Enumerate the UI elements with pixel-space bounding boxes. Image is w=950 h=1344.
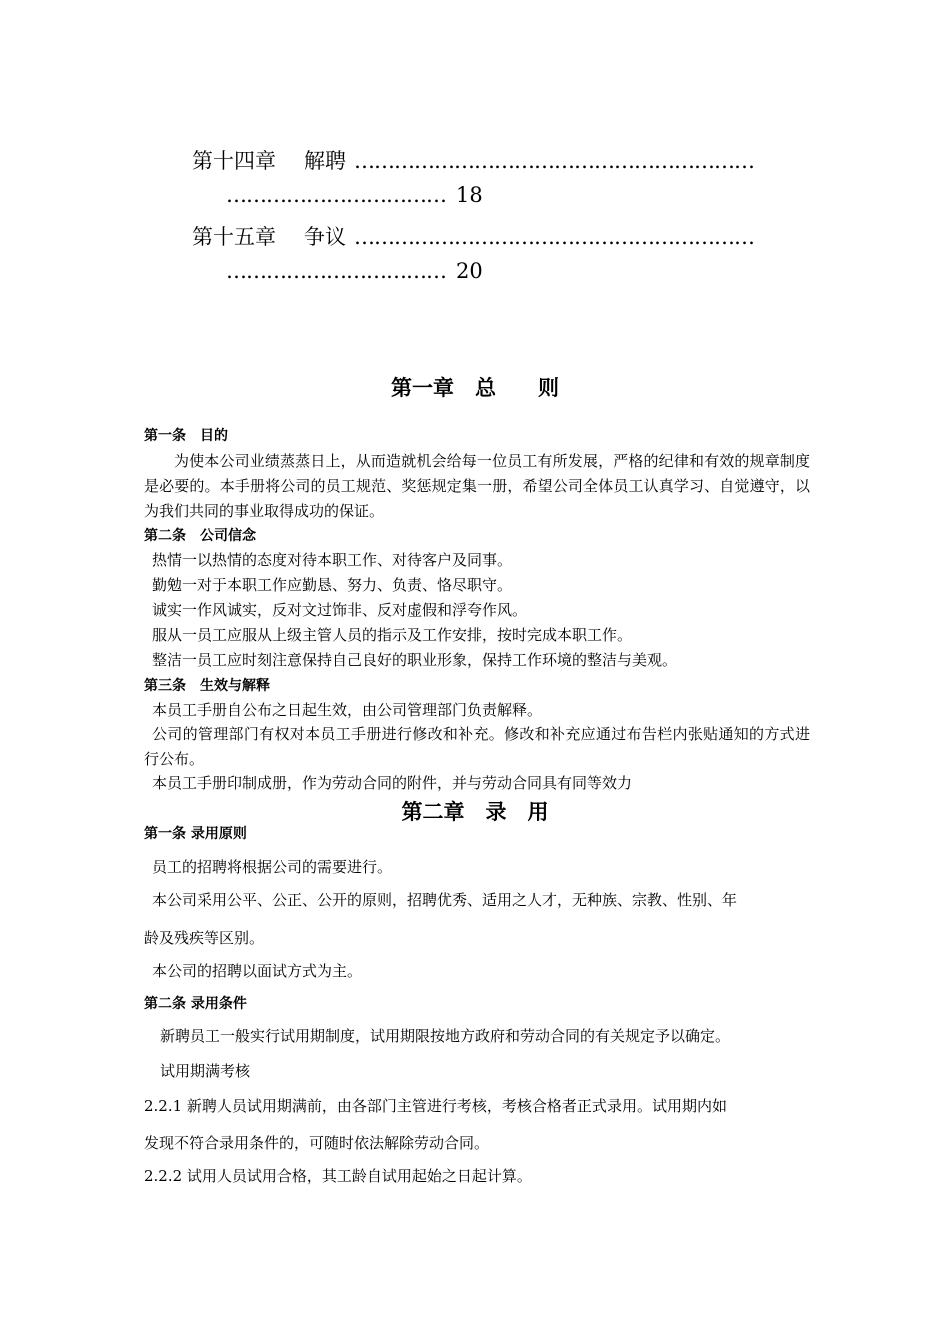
chapter-title: 第一章 总 则 [391,376,559,400]
paragraph: 本员工手册自公布之日起生效，由公司管理部门负责解释。 [152,701,543,719]
list-item: 诚实一作风诚实，反对文过饰非、反对虚假和浮夸作风。 [152,601,528,619]
article-title: 第二条 录用条件 [144,996,247,1012]
paragraph: 发现不符合录用条件的，可随时依法解除劳动合同。 [144,1134,490,1152]
article-title: 第三条 生效与解释 [144,678,270,694]
paragraph: 龄及残疾等区别。 [144,929,265,947]
chapter-title: 第二章 录 用 [401,800,549,824]
toc-chapter: 第十四章 [192,149,276,173]
list-item: 热情一以热情的态度对待本职工作、对待客户及同事。 [152,551,513,569]
article-text: 为使本公司业绩蒸蒸日上，从而造就机会给每一位员工有所发展，严格的纪律和有效的规章制度是必要的。本手册将公司的员工规范、奖惩规定集一册，希望公司全体员工认真学习、自觉遵守，以为我们共同的事业取得成功的保证。 [144,452,810,520]
toc-leader: …………………………… [226,183,446,207]
toc-leader: …………………………………………………… [354,149,754,173]
article-title: 第二条 公司信念 [144,528,256,544]
paragraph: 本公司采用公平、公正、公开的原则，招聘优秀、适用之人才，无种族、宗教、性别、年 [152,891,738,909]
toc-entry[interactable] [192,220,812,288]
list-item: 服从一员工应服从上级主管人员的指示及工作安排，按时完成本职工作。 [152,626,633,644]
paragraph: 2.2.1 新聘人员试用期满前，由各部门主管进行考核，考核合格者正式录用。试用期内如 [144,1097,727,1115]
toc-leader: …………………………………………………… [354,225,754,249]
paragraph: 本员工手册印制成册，作为劳动合同的附件，并与劳动合同具有同等效力 [152,774,633,792]
list-item: 整洁一员工应时刻注意保持自己良好的职业形象，保持工作环境的整洁与美观。 [152,651,678,669]
paragraph: 新聘员工一般实行试用期制度，试用期限按地方政府和劳动合同的有关规定予以确定。 [160,1027,731,1045]
toc-leader: …………………………… [226,259,446,283]
list-item: 勤勉一对于本职工作应勤恳、努力、负责、恪尽职守。 [152,576,513,594]
paragraph: 本公司的招聘以面试方式为主。 [152,962,363,980]
toc-title: 争议 [304,225,346,249]
article-title: 第一条 目的 [144,428,228,444]
paragraph: 试用期满考核 [160,1062,251,1080]
toc-entry[interactable] [192,144,812,212]
article-title: 第一条 录用原则 [144,826,247,842]
paragraph: 员工的招聘将根据公司的需要进行。 [152,858,393,876]
toc-page-number: 20 [456,259,483,283]
toc-title: 解聘 [304,149,346,173]
toc-chapter: 第十五章 [192,225,276,249]
paragraph: 2.2.2 试用人员试用合格，其工龄自试用起始之日起计算。 [144,1167,532,1185]
toc-page-number: 18 [456,183,483,207]
paragraph: 公司的管理部门有权对本员工手册进行修改和补充。修改和补充应通过布告栏内张贴通知的方式进行公布。 [144,725,810,768]
